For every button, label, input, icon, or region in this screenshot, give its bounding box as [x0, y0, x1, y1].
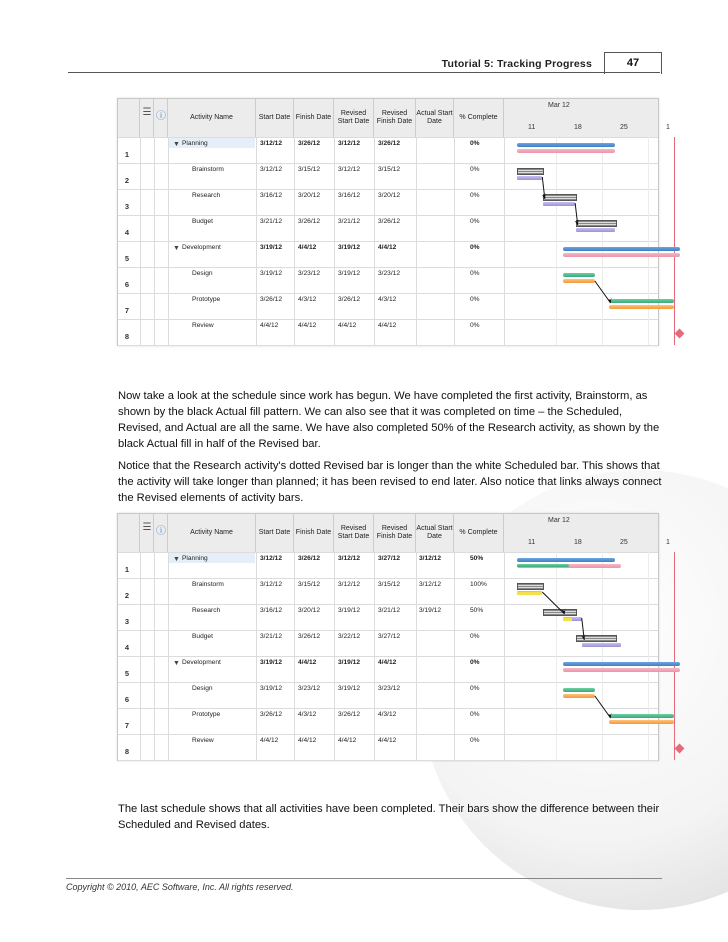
cell-pct: 0%	[470, 140, 480, 147]
row-divider	[118, 241, 658, 242]
cell-pct: 0%	[470, 296, 480, 303]
row-divider	[118, 163, 658, 164]
cell-rfinish: 3/23/12	[378, 270, 400, 277]
timeline-gridline	[556, 137, 557, 345]
row-number: 4	[124, 643, 130, 652]
row-number: 2	[124, 176, 130, 185]
cell-finish: 3/23/12	[298, 685, 320, 692]
cell-rstart: 4/4/12	[338, 322, 357, 329]
page-header-title: Tutorial 5: Tracking Progress	[441, 58, 592, 70]
timeline-gridline	[648, 552, 649, 760]
cell-astart: 3/12/12	[419, 581, 441, 588]
milestone-diamond	[675, 329, 685, 339]
cell-pct: 0%	[470, 737, 480, 744]
scheduled-bar	[543, 194, 577, 201]
actual-fill-bar	[563, 618, 573, 621]
cell-start: 3/12/12	[260, 581, 282, 588]
collapse-triangle-icon: ▼	[173, 141, 180, 148]
cell-rfinish: 4/3/12	[378, 711, 397, 718]
row-divider	[118, 734, 658, 735]
column-header-activity-name: Activity Name	[168, 99, 256, 137]
timeline-day-label: 25	[620, 124, 628, 131]
timeline-gridline	[602, 552, 603, 760]
paragraph-work-begun: Now take a look at the schedule since work has begun. We have completed the first activity, Brainstorm, as shown by the black Actual fill pattern. We can also see that it was completed on time – the Scheduled, Revised, and Actual are all the same. We have also completed 50% of the Research activity, as shown by the black Actual fill in half of the Revised bar.	[118, 390, 660, 450]
cell-pct: 50%	[470, 607, 484, 614]
row-divider	[118, 345, 658, 346]
cell-start: 4/4/12	[260, 322, 279, 329]
cell-pct: 100%	[470, 581, 487, 588]
info-icon: ⓘ	[156, 526, 166, 537]
column-header-finish-date: Finish Date	[294, 99, 334, 137]
header-rule	[68, 72, 660, 73]
column-header-actual-start: Actual Start Date	[416, 514, 454, 552]
row-number: 7	[124, 306, 130, 315]
activity-name: Design	[192, 270, 213, 277]
row-number: 1	[124, 150, 130, 159]
scheduled-bar	[609, 299, 674, 303]
cell-start: 3/19/12	[260, 270, 282, 277]
cell-start: 3/12/12	[260, 140, 282, 147]
row-divider	[118, 319, 658, 320]
cell-rfinish: 3/15/12	[378, 166, 400, 173]
activity-name: Budget	[192, 633, 213, 640]
cell-pct: 0%	[470, 166, 480, 173]
column-header-revised-start: Revised Start Date	[334, 99, 374, 137]
gantt-chart-in-progress	[117, 513, 670, 761]
column-divider	[168, 137, 169, 345]
activity-name: Review	[192, 737, 214, 744]
cell-finish: 3/26/12	[298, 218, 320, 225]
cell-rfinish: 3/27/12	[378, 555, 400, 562]
row-number: 1	[124, 565, 130, 574]
timeline-gridline	[602, 137, 603, 345]
revised-bar	[563, 694, 595, 698]
activity-name: Development	[182, 244, 221, 251]
revised-bar	[582, 643, 621, 647]
outline-icon: ☰	[142, 522, 152, 533]
scheduled-summary-bar	[563, 247, 681, 251]
row-divider	[118, 630, 658, 631]
column-header-activity-name: Activity Name	[168, 514, 256, 552]
cell-rstart: 3/19/12	[338, 607, 360, 614]
cell-rfinish: 4/4/12	[378, 322, 397, 329]
cell-finish: 3/26/12	[298, 633, 320, 640]
revised-summary-bar	[517, 149, 615, 153]
cell-rstart: 3/19/12	[338, 244, 360, 251]
revised-bar	[609, 720, 674, 724]
timeline-month: Mar 12	[548, 102, 570, 109]
cell-rstart: 3/19/12	[338, 685, 360, 692]
revised-summary-bar	[563, 253, 681, 257]
column-divider	[140, 137, 141, 345]
cell-rstart: 3/16/12	[338, 192, 360, 199]
row-number: 3	[124, 617, 130, 626]
row-number: 4	[124, 228, 130, 237]
row-number: 8	[124, 332, 130, 341]
activity-name: Planning	[182, 140, 208, 147]
scheduled-bar	[517, 583, 545, 590]
cell-finish: 3/20/12	[298, 607, 320, 614]
cell-pct: 0%	[470, 711, 480, 718]
cell-finish: 4/4/12	[298, 659, 317, 666]
column-divider	[154, 137, 155, 345]
cell-start: 3/26/12	[260, 711, 282, 718]
cell-pct: 0%	[470, 322, 480, 329]
activity-name: Development	[182, 659, 221, 666]
column-divider	[256, 552, 257, 760]
cell-rstart: 3/12/12	[338, 581, 360, 588]
column-divider	[154, 552, 155, 760]
scheduled-bar	[576, 635, 617, 642]
cell-rfinish: 3/15/12	[378, 581, 400, 588]
row-divider	[118, 215, 658, 216]
scheduled-summary-bar	[517, 143, 615, 147]
timeline-day-label: 18	[574, 539, 582, 546]
actual-progress-bar	[517, 564, 569, 567]
cell-pct: 0%	[470, 633, 480, 640]
cell-rfinish: 3/26/12	[378, 140, 400, 147]
cell-pct: 0%	[470, 659, 480, 666]
column-divider	[454, 552, 455, 760]
timeline-day-label: 1	[666, 539, 670, 546]
cell-start: 3/19/12	[260, 244, 282, 251]
scheduled-bar	[576, 220, 617, 227]
column-header-blank	[118, 514, 140, 552]
scheduled-summary-bar	[563, 662, 681, 666]
column-header-start-date: Start Date	[256, 99, 294, 137]
cell-finish: 3/23/12	[298, 270, 320, 277]
row-divider	[118, 578, 658, 579]
cell-rfinish: 4/4/12	[378, 659, 397, 666]
timeline-day-label: 11	[528, 539, 536, 546]
timeline-day-label: 25	[620, 539, 628, 546]
gantt-chart-initial	[117, 98, 670, 346]
column-divider	[504, 552, 505, 760]
column-divider	[294, 552, 295, 760]
cell-start: 3/12/12	[260, 555, 282, 562]
cell-finish: 3/15/12	[298, 581, 320, 588]
cell-astart: 3/12/12	[419, 555, 441, 562]
cell-rstart: 3/22/12	[338, 633, 360, 640]
column-divider	[416, 137, 417, 345]
activity-name: Design	[192, 685, 213, 692]
cell-pct: 0%	[470, 685, 480, 692]
cell-finish: 3/20/12	[298, 192, 320, 199]
cell-rstart: 3/12/12	[338, 166, 360, 173]
cell-astart: 3/19/12	[419, 607, 441, 614]
row-number: 8	[124, 747, 130, 756]
collapse-triangle-icon: ▼	[173, 660, 180, 667]
timeline-gridline	[648, 137, 649, 345]
outline-icon: ☰	[142, 107, 152, 118]
gantt-header-row	[118, 514, 670, 553]
revised-bar	[563, 279, 595, 283]
row-number: 2	[124, 591, 130, 600]
column-header-percent-complete: % Complete	[454, 514, 504, 552]
row-divider	[118, 604, 658, 605]
cell-rstart: 4/4/12	[338, 737, 357, 744]
column-divider	[374, 552, 375, 760]
timeline-day-label: 18	[574, 124, 582, 131]
cell-pct: 0%	[470, 192, 480, 199]
cell-finish: 3/15/12	[298, 166, 320, 173]
cell-finish: 4/3/12	[298, 296, 317, 303]
today-line	[674, 552, 675, 760]
activity-name: Brainstorm	[192, 166, 224, 173]
scheduled-summary-bar	[517, 558, 615, 562]
activity-name: Budget	[192, 218, 213, 225]
cell-rfinish: 3/23/12	[378, 685, 400, 692]
activity-name: Prototype	[192, 711, 221, 718]
cell-start: 3/16/12	[260, 607, 282, 614]
cell-start: 3/16/12	[260, 192, 282, 199]
cell-finish: 4/4/12	[298, 737, 317, 744]
activity-name: Planning	[182, 555, 208, 562]
cell-finish: 3/26/12	[298, 555, 320, 562]
activity-name: Research	[192, 192, 221, 199]
column-header-revised-finish: Revised Finish Date	[374, 514, 416, 552]
scheduled-bar	[563, 688, 595, 692]
timeline-day-label: 1	[666, 124, 670, 131]
scheduled-bar	[517, 168, 545, 175]
timeline-gridline	[556, 552, 557, 760]
row-number: 5	[124, 669, 130, 678]
row-divider	[118, 293, 658, 294]
paragraph-revised-bar: Notice that the Research activity's dotted Revised bar is longer than the white Scheduled bar. This shows that the activity will take longer than planned; it has been revised to end later. Also notice that links always connect the Revised elements of activity bars.	[118, 460, 662, 504]
cell-rfinish: 3/20/12	[378, 192, 400, 199]
column-header-blank	[118, 99, 140, 137]
column-header-start-date: Start Date	[256, 514, 294, 552]
column-divider	[168, 552, 169, 760]
cell-rstart: 3/19/12	[338, 659, 360, 666]
cell-pct: 0%	[470, 270, 480, 277]
revised-bar	[543, 202, 575, 206]
collapse-triangle-icon: ▼	[173, 245, 180, 252]
cell-finish: 4/4/12	[298, 244, 317, 251]
row-divider	[118, 189, 658, 190]
column-divider	[504, 137, 505, 345]
today-line	[674, 137, 675, 345]
column-header-actual-start: Actual Start Date	[416, 99, 454, 137]
scheduled-bar	[543, 609, 577, 616]
page-number: 47	[604, 52, 662, 74]
scheduled-bar	[609, 714, 674, 718]
revised-bar	[517, 176, 543, 180]
cell-start: 3/19/12	[260, 659, 282, 666]
row-number: 6	[124, 280, 130, 289]
cell-pct: 0%	[470, 218, 480, 225]
activity-name: Research	[192, 607, 221, 614]
cell-start: 3/19/12	[260, 685, 282, 692]
collapse-triangle-icon: ▼	[173, 556, 180, 563]
column-divider	[256, 137, 257, 345]
cell-finish: 3/26/12	[298, 140, 320, 147]
column-divider	[454, 137, 455, 345]
column-header-revised-finish: Revised Finish Date	[374, 99, 416, 137]
revised-bar	[609, 305, 674, 309]
cell-rfinish: 3/21/12	[378, 607, 400, 614]
revised-summary-bar	[563, 668, 681, 672]
cell-rstart: 3/21/12	[338, 218, 360, 225]
column-divider	[294, 137, 295, 345]
paragraph-completed: The last schedule shows that all activities have been completed. Their bars show the difference between their Scheduled and Revised dates.	[118, 803, 660, 831]
column-divider	[416, 552, 417, 760]
cell-start: 3/21/12	[260, 218, 282, 225]
timeline-day-label: 11	[528, 124, 536, 131]
column-divider	[374, 137, 375, 345]
cell-start: 4/4/12	[260, 737, 279, 744]
cell-rstart: 3/12/12	[338, 555, 360, 562]
cell-rfinish: 4/4/12	[378, 244, 397, 251]
cell-pct: 50%	[470, 555, 484, 562]
scheduled-bar	[563, 273, 595, 277]
cell-rstart: 3/26/12	[338, 296, 360, 303]
cell-start: 3/12/12	[260, 166, 282, 173]
actual-fill-bar	[517, 592, 543, 595]
column-divider	[334, 137, 335, 345]
copyright-footer: Copyright © 2010, AEC Software, Inc. All rights reserved.	[66, 882, 294, 892]
activity-name: Prototype	[192, 296, 221, 303]
cell-rstart: 3/12/12	[338, 140, 360, 147]
row-divider	[118, 708, 658, 709]
cell-rfinish: 4/4/12	[378, 737, 397, 744]
cell-finish: 4/4/12	[298, 322, 317, 329]
activity-name: Brainstorm	[192, 581, 224, 588]
cell-rstart: 3/19/12	[338, 270, 360, 277]
row-divider	[118, 656, 658, 657]
column-divider	[140, 552, 141, 760]
row-number: 5	[124, 254, 130, 263]
row-number: 6	[124, 695, 130, 704]
footer-rule	[66, 878, 662, 879]
cell-start: 3/26/12	[260, 296, 282, 303]
timeline-month: Mar 12	[548, 517, 570, 524]
row-divider	[118, 682, 658, 683]
gantt-header-row	[118, 99, 670, 138]
info-icon: ⓘ	[156, 111, 166, 122]
revised-bar	[576, 228, 615, 232]
cell-rstart: 3/26/12	[338, 711, 360, 718]
column-header-percent-complete: % Complete	[454, 99, 504, 137]
row-number: 3	[124, 202, 130, 211]
cell-rfinish: 3/27/12	[378, 633, 400, 640]
row-number: 7	[124, 721, 130, 730]
cell-start: 3/21/12	[260, 633, 282, 640]
column-header-finish-date: Finish Date	[294, 514, 334, 552]
row-divider	[118, 760, 658, 761]
cell-finish: 4/3/12	[298, 711, 317, 718]
cell-rfinish: 3/26/12	[378, 218, 400, 225]
activity-name: Review	[192, 322, 214, 329]
column-divider	[334, 552, 335, 760]
column-header-revised-start: Revised Start Date	[334, 514, 374, 552]
cell-pct: 0%	[470, 244, 480, 251]
cell-rfinish: 4/3/12	[378, 296, 397, 303]
row-divider	[118, 267, 658, 268]
